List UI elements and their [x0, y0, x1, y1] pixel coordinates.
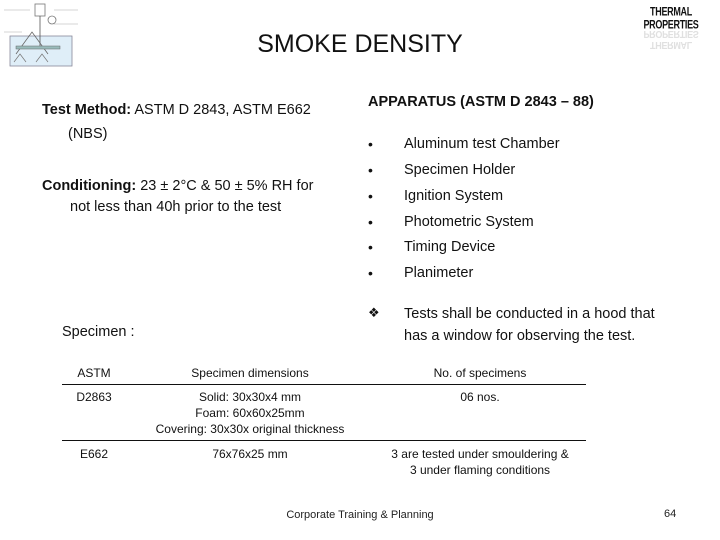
table-cell-dims [126, 389, 374, 437]
specimen-label: Specimen : [62, 324, 135, 340]
table-header-astm: ASTM [77, 366, 111, 380]
test-method-label: Test Method: [42, 102, 132, 118]
conditioning-line1 [42, 176, 313, 196]
apparatus-heading: APPARATUS (ASTM D 2843 – 88) [368, 94, 594, 110]
dims-line: Covering: 30x30x original thickness [155, 422, 345, 436]
apparatus-item: Ignition System [404, 188, 504, 204]
table-cell-astm: E662 [79, 447, 109, 461]
logo-reflection: THERMAL PROPERTIES [643, 29, 699, 51]
logo-text: THERMAL PROPERTIES [643, 5, 699, 31]
conditioning-label: Conditioning: [42, 178, 137, 194]
page-number: 64 [664, 508, 677, 520]
page-title: SMOKE DENSITY [257, 30, 463, 58]
table-cell-dims [126, 446, 374, 462]
test-method-line2: (NBS) [68, 126, 108, 142]
table-header-count: No. of specimens [433, 366, 527, 380]
conditioning-line2: not less than 40h prior to the test [70, 199, 282, 215]
table-cell-astm: D2863 [76, 390, 112, 404]
table-rule [62, 440, 586, 441]
table-rule [62, 384, 586, 385]
bullet: • [368, 265, 373, 281]
test-method-value: ASTM D 2843, ASTM E662 [131, 102, 311, 118]
apparatus-item: Photometric System [404, 214, 534, 230]
dims-line: Foam: 60x60x25mm [195, 406, 305, 420]
bullet: • [368, 239, 373, 255]
bullet: • [368, 162, 373, 178]
footer-text: Corporate Training & Planning [286, 509, 434, 521]
bullet: • [368, 188, 373, 204]
apparatus-item: Aluminum test Chamber [404, 136, 560, 152]
dims-line: 76x76x25 mm [212, 447, 288, 461]
count-line: 3 are tested under smouldering & [391, 447, 569, 461]
bullet: • [368, 136, 373, 152]
apparatus-note-line2: has a window for observing the test. [404, 328, 636, 344]
count-line: 3 under flaming conditions [409, 463, 551, 477]
bullet: • [368, 214, 373, 230]
diamond-bullet-icon: ❖ [368, 305, 380, 320]
apparatus-item: Timing Device [404, 239, 496, 255]
apparatus-item: Specimen Holder [404, 162, 516, 178]
test-method-line1 [42, 100, 311, 120]
conditioning-value: 23 ± 2°C & 50 ± 5% RH for [136, 178, 314, 194]
dims-line: Solid: 30x30x4 mm [198, 390, 302, 404]
table-cell-count [374, 446, 586, 478]
table-cell-count [374, 389, 586, 405]
table-header-dimensions: Specimen dimensions [191, 366, 309, 380]
apparatus-item: Planimeter [404, 265, 474, 281]
count-line: 06 nos. [460, 390, 500, 404]
apparatus-note-line1: Tests shall be conducted in a hood that [404, 306, 655, 322]
